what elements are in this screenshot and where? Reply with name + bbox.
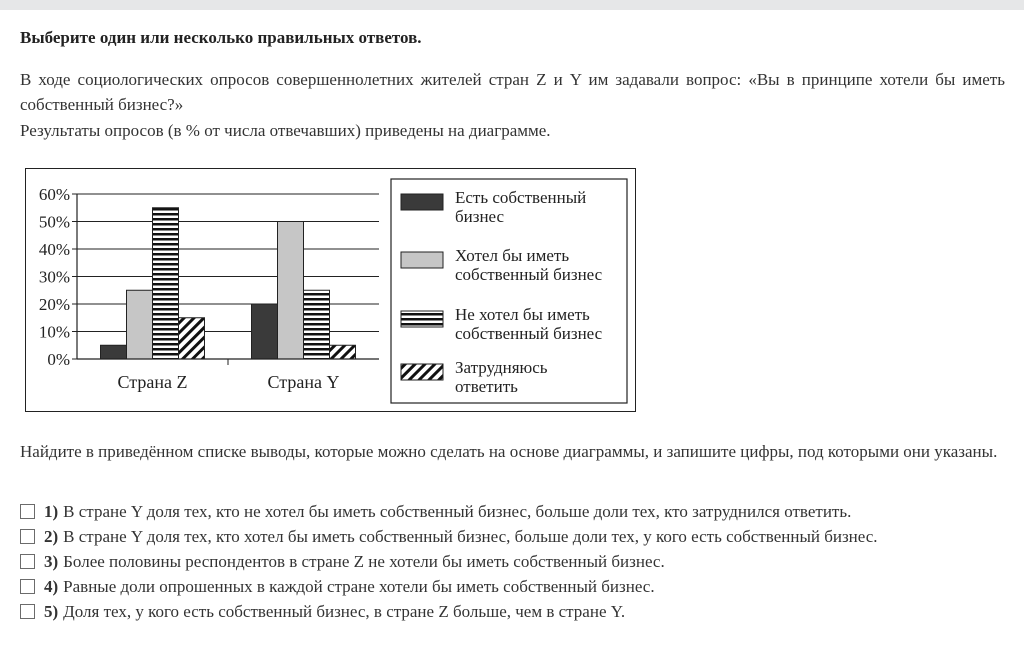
y-tick-label: 20%: [38, 295, 70, 314]
bar-2-4: [330, 345, 356, 359]
option-text: В стране Y доля тех, кто не хотел бы иметь собственный бизнес, больше доли тех, кто затруднился ответить.: [63, 501, 852, 521]
option-number: 1): [44, 501, 59, 521]
bar-1-4: [179, 318, 205, 359]
checkbox[interactable]: [20, 604, 35, 619]
bar-chart: [25, 168, 637, 414]
legend-label: Есть собственный: [455, 188, 587, 207]
top-bar: [0, 0, 1024, 10]
option-text: Доля тех, у кого есть собственный бизнес, в стране Z больше, чем в стране Y.: [63, 601, 626, 621]
legend-label: ответить: [455, 377, 518, 396]
bar-2-2: [278, 222, 304, 360]
bar-1-1: [101, 345, 127, 359]
y-tick-label: 30%: [38, 267, 70, 287]
legend-label: собственный бизнес: [455, 265, 603, 284]
answer-option-4[interactable]: [20, 574, 878, 599]
option-number: 5): [44, 601, 59, 621]
checkbox[interactable]: [20, 579, 35, 594]
y-tick-label: 50%: [38, 212, 70, 232]
option-text: В стране Y доля тех, кто хотел бы иметь собственный бизнес, больше доли тех, у кого есть собственный бизнес.: [63, 526, 878, 546]
x-tick-label: Страна Y: [267, 372, 340, 392]
answer-option-1[interactable]: [20, 499, 878, 524]
question-text: В ходе социологических опросов совершеннолетних жителей стран Z и Y им задавали вопрос: «Вы в принципе хотели бы иметь собственный бизнес?»: [20, 70, 1005, 114]
answer-option-2[interactable]: [20, 524, 878, 549]
legend-label: бизнес: [455, 207, 505, 226]
checkbox[interactable]: [20, 504, 35, 519]
y-tick-label: 60%: [38, 185, 70, 204]
x-tick-label: Страна Z: [117, 372, 188, 392]
results-text: Результаты опросов (в % от числа отвечавших) приведены на диаграмме.: [20, 121, 551, 140]
answer-option-3[interactable]: [20, 549, 878, 574]
option-number: 3): [44, 551, 59, 571]
option-text: Более половины респондентов в стране Z не хотели бы иметь собственный бизнес.: [63, 551, 665, 571]
instruction-text: Выберите один или несколько правильных ответов.: [20, 28, 422, 47]
legend-label: Затрудняюсь: [455, 358, 548, 377]
bar-1-3: [153, 208, 179, 359]
legend-swatch-2: [401, 252, 443, 268]
bar-2-3: [304, 290, 330, 359]
y-tick-label: 10%: [38, 322, 70, 342]
legend-swatch-4: [401, 364, 443, 380]
prompt-text: Найдите в приведённом списке выводы, которые можно сделать на основе диаграммы, и запишите цифры, под которыми они указаны.: [20, 442, 998, 461]
answer-option-5[interactable]: [20, 599, 878, 624]
legend-label: Хотел бы иметь: [455, 246, 570, 265]
legend-swatch-1: [401, 194, 443, 210]
checkbox[interactable]: [20, 554, 35, 569]
y-tick-label: 40%: [38, 240, 70, 259]
checkbox[interactable]: [20, 529, 35, 544]
bar-2-1: [252, 304, 278, 359]
legend-label: Не хотел бы иметь: [455, 305, 590, 324]
legend-label: собственный бизнес: [455, 324, 603, 343]
option-number: 2): [44, 526, 59, 546]
legend-swatch-3: [401, 311, 443, 327]
bar-1-2: [127, 290, 153, 359]
y-tick-label: 0%: [47, 350, 70, 369]
option-text: Равные доли опрошенных в каждой стране хотели бы иметь собственный бизнес.: [63, 576, 655, 596]
option-number: 4): [44, 576, 59, 596]
answer-options: [20, 499, 878, 624]
